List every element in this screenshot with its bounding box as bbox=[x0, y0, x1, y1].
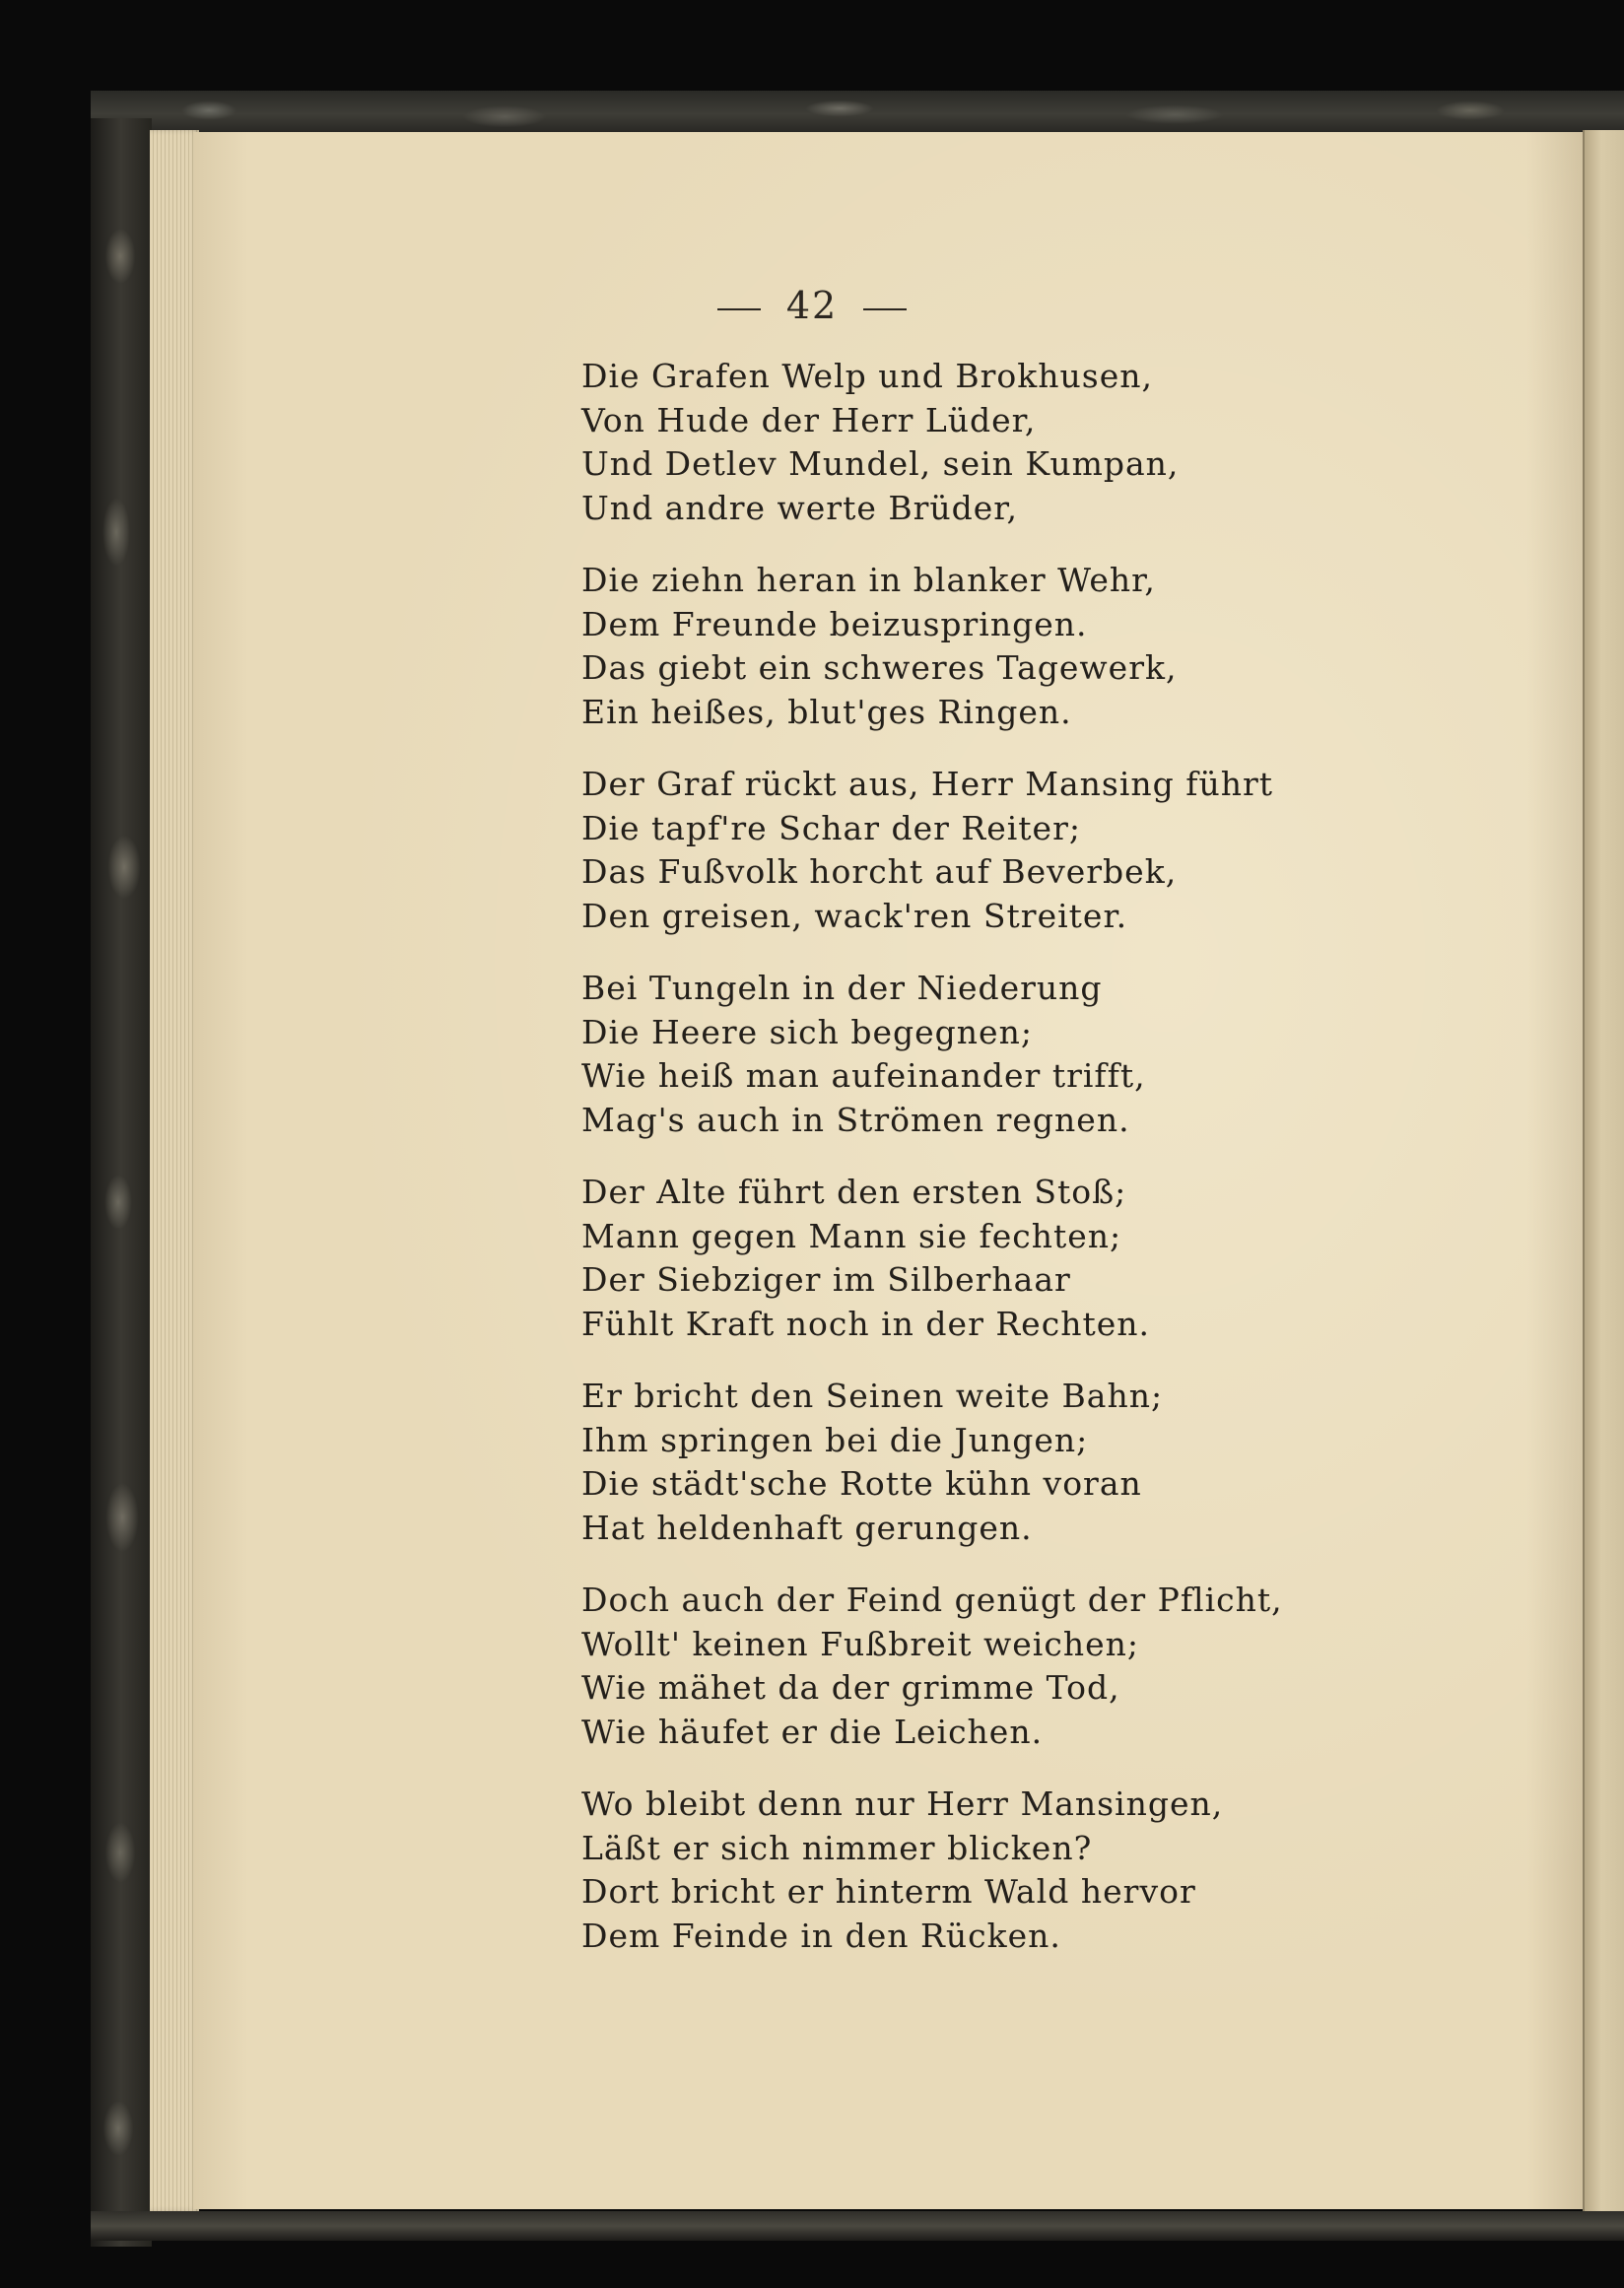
dash-left bbox=[717, 308, 761, 310]
poem-line: Die tapf're Schar der Reiter; bbox=[581, 808, 1081, 847]
poem-line: Die ziehn heran in blanker Wehr, bbox=[581, 561, 1156, 599]
poem-line: Wie mähet da der grimme Tod, bbox=[581, 1668, 1120, 1707]
stanza bbox=[581, 763, 1330, 938]
stanza bbox=[581, 355, 1330, 530]
poem-line: Bei Tungeln in der Niederung bbox=[581, 969, 1103, 1007]
poem-line: Fühlt Kraft noch in der Rechten. bbox=[581, 1304, 1150, 1343]
poem-line: Der Siebziger im Silberhaar bbox=[581, 1260, 1071, 1299]
page-number bbox=[0, 284, 1624, 327]
poem-line: Die Grafen Welp und Brokhusen, bbox=[581, 357, 1153, 395]
stanza bbox=[581, 1171, 1330, 1346]
poem-line: Der Graf rückt aus, Herr Mansing führt bbox=[581, 765, 1274, 803]
poem-line: Dort bricht er hinterm Wald hervor bbox=[581, 1872, 1196, 1911]
poem-line: Das Fußvolk horcht auf Beverbek, bbox=[581, 852, 1178, 891]
poem-line: Wo bleibt denn nur Herr Mansingen, bbox=[581, 1784, 1224, 1823]
poem-line: Hat heldenhaft gerungen. bbox=[581, 1508, 1033, 1547]
poem-line: Doch auch der Feind genügt der Pflicht, bbox=[581, 1581, 1283, 1619]
stanza bbox=[581, 1375, 1330, 1550]
stanza bbox=[581, 967, 1330, 1142]
poem-line: Ein heißes, blut'ges Ringen. bbox=[581, 692, 1072, 731]
poem-line: Von Hude der Herr Lüder, bbox=[581, 400, 1037, 439]
poem-line: Dem Freunde beizuspringen. bbox=[581, 604, 1088, 643]
poem-line: Wie häufet er die Leichen. bbox=[581, 1712, 1044, 1751]
poem-body bbox=[581, 355, 1330, 1986]
poem-line: Wollt' keinen Fußbreit weichen; bbox=[581, 1624, 1139, 1663]
poem-line: Die städt'sche Rotte kühn voran bbox=[581, 1464, 1142, 1503]
poem-line: Und Detlev Mundel, sein Kumpan, bbox=[581, 444, 1180, 483]
poem-line: Wie heiß man aufeinander trifft, bbox=[581, 1056, 1146, 1095]
poem-line: Die Heere sich begegnen; bbox=[581, 1012, 1033, 1051]
cover-left-edge bbox=[91, 118, 152, 2247]
poem-line: Mag's auch in Strömen regnen. bbox=[581, 1100, 1130, 1139]
page-stack-edges bbox=[150, 130, 199, 2211]
stanza bbox=[581, 1579, 1330, 1754]
poem-line: Den greisen, wack'ren Streiter. bbox=[581, 896, 1128, 935]
poem-line: Er bricht den Seinen weite Bahn; bbox=[581, 1377, 1164, 1415]
poem-line: Und andre werte Brüder, bbox=[581, 488, 1018, 527]
cover-bottom-edge bbox=[91, 2211, 1624, 2241]
poem-line: Der Alte führt den ersten Stoß; bbox=[581, 1173, 1127, 1211]
dash-right bbox=[863, 308, 907, 310]
poem-line: Ihm springen bei die Jungen; bbox=[581, 1420, 1089, 1459]
page-number-value: 42 bbox=[785, 284, 839, 327]
stanza bbox=[581, 559, 1330, 734]
stanza bbox=[581, 1783, 1330, 1958]
cover-top-edge bbox=[91, 91, 1624, 138]
poem-line: Läßt er sich nimmer blicken? bbox=[581, 1828, 1093, 1867]
next-page-edge bbox=[1583, 130, 1624, 2211]
poem-line: Mann gegen Mann sie fechten; bbox=[581, 1216, 1122, 1255]
poem-line: Dem Feinde in den Rücken. bbox=[581, 1916, 1061, 1955]
poem-line: Das giebt ein schweres Tagewerk, bbox=[581, 648, 1178, 687]
